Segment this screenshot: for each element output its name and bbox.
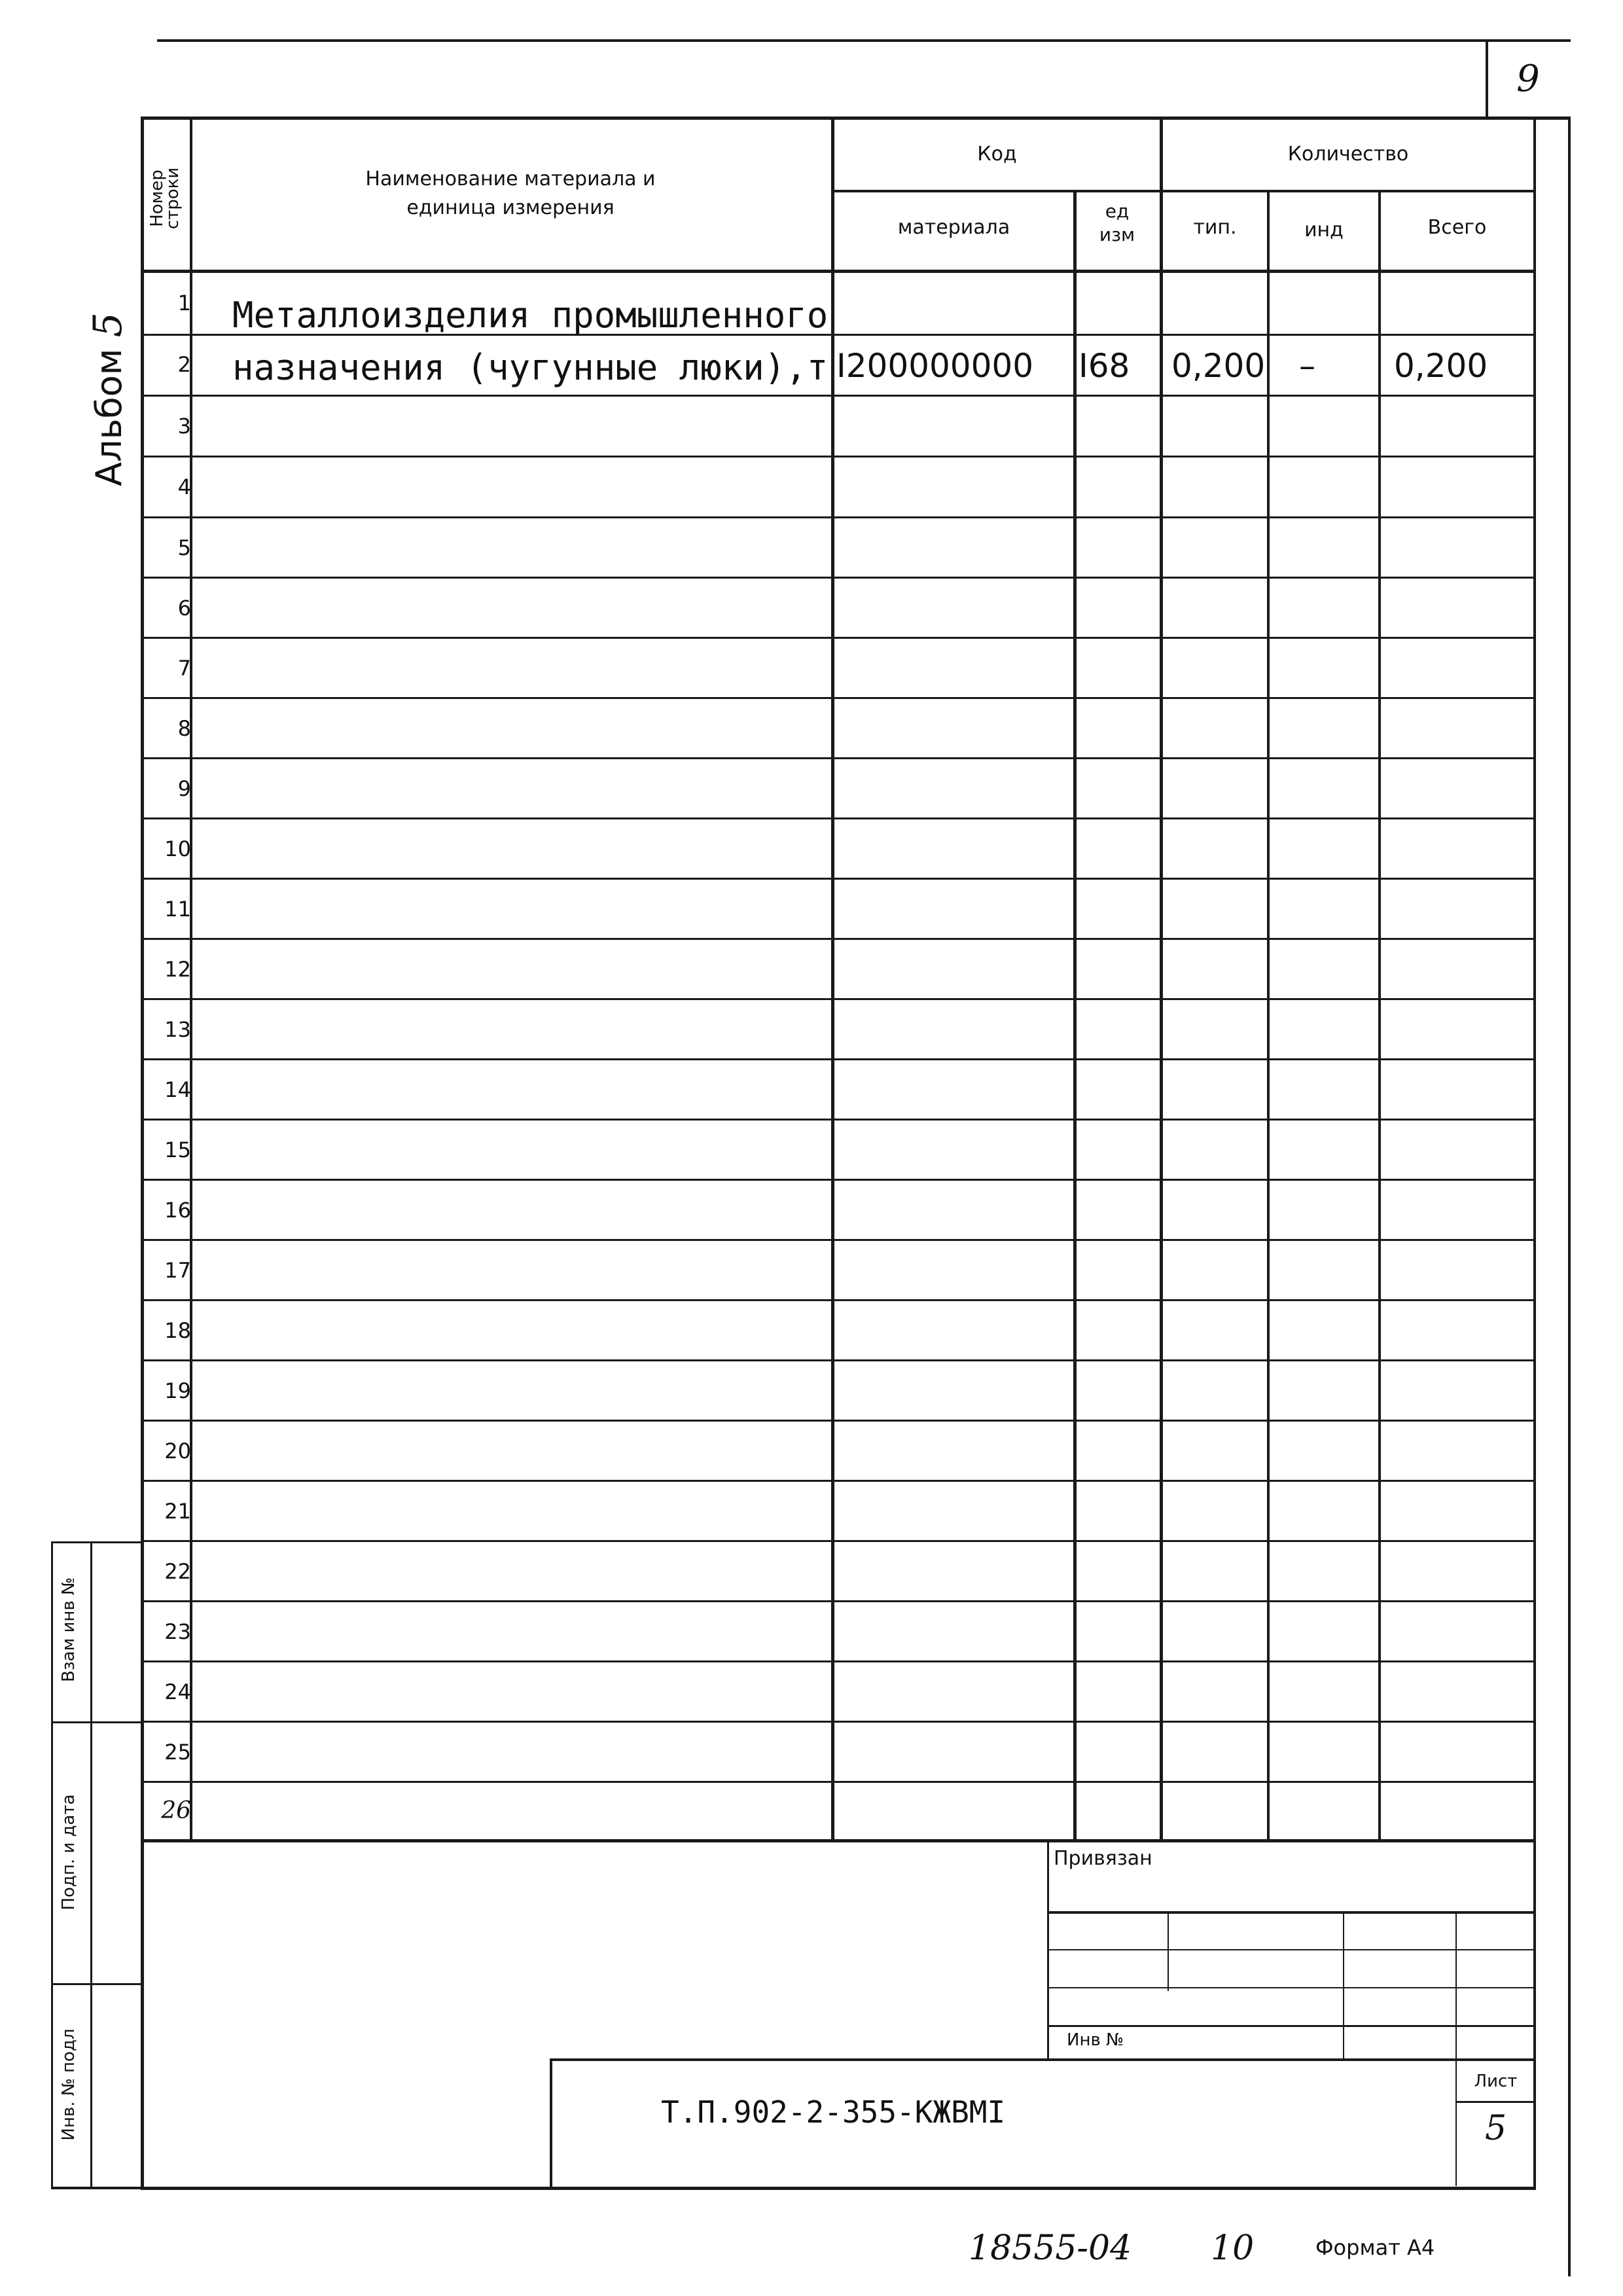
row-number: 16 xyxy=(164,1198,191,1223)
row-line xyxy=(141,1600,1536,1602)
side-sign-date: Подп. и дата xyxy=(59,1794,79,1910)
item-name-line-2: назначения (чугунные люки),т xyxy=(232,347,829,388)
side-original-inv: Инв. № подл xyxy=(59,2028,79,2141)
stamp-line xyxy=(1047,1949,1536,1950)
page-number-box-left xyxy=(1486,39,1488,118)
row-number: 8 xyxy=(177,716,191,741)
album-number: 5 xyxy=(85,312,131,338)
row-number: 11 xyxy=(164,897,191,922)
row-line xyxy=(141,1660,1536,1662)
table-column-line xyxy=(1160,117,1163,1839)
side-block-line xyxy=(51,1541,53,2189)
row-line xyxy=(141,817,1536,819)
row-number: 14 xyxy=(164,1077,191,1102)
frame-line xyxy=(141,2187,1536,2190)
row-number: 15 xyxy=(164,1138,191,1162)
stamp-line xyxy=(1343,1911,1344,2058)
stamp-bound-label: Привязан xyxy=(1054,1847,1152,1870)
row-number: 23 xyxy=(164,1619,191,1644)
row-line xyxy=(141,456,1536,457)
stamp-line xyxy=(1455,2101,1536,2103)
side-block-line xyxy=(51,1721,143,1723)
side-block-line xyxy=(51,2187,143,2189)
row-number: 7 xyxy=(177,656,191,681)
stamp-inv-no-label: Инв № xyxy=(1067,2030,1124,2050)
stamp-line xyxy=(550,2058,1536,2061)
row-line xyxy=(141,998,1536,1000)
row-number: 3 xyxy=(177,414,191,439)
row-line xyxy=(141,1420,1536,1422)
row-number: 1 xyxy=(177,291,191,315)
stamp-line xyxy=(1455,1911,1457,2186)
stamp-line xyxy=(1047,1911,1536,1914)
row-line xyxy=(141,577,1536,579)
row-line xyxy=(141,1179,1536,1181)
row-line xyxy=(141,1480,1536,1482)
table-column-line xyxy=(1073,190,1077,1839)
row-line xyxy=(141,1058,1536,1060)
stamp-sheet-number: 5 xyxy=(1484,2109,1507,2148)
frame-line xyxy=(141,117,144,2189)
row-line xyxy=(141,1239,1536,1241)
frame-line xyxy=(141,117,1571,120)
footer-format: Формат А4 xyxy=(1315,2235,1435,2260)
header-qty-typical: тип. xyxy=(1193,216,1237,239)
row-number: 20 xyxy=(164,1439,191,1463)
header-line xyxy=(831,190,1536,192)
item-typical-qty: 0,200 xyxy=(1171,347,1266,385)
row-number: 10 xyxy=(164,836,191,861)
table-column-line xyxy=(1378,190,1381,1839)
page-number: 9 xyxy=(1516,58,1540,100)
row-line xyxy=(141,1299,1536,1301)
item-individual-qty: – xyxy=(1299,347,1315,385)
row-line xyxy=(141,1839,1536,1842)
header-material-name: Наименование материала и единица измерения xyxy=(365,168,656,219)
header-code: Код xyxy=(977,143,1017,166)
item-unit-code: I68 xyxy=(1079,347,1130,385)
stamp-line xyxy=(1047,2025,1536,2027)
item-material-code: I200000000 xyxy=(836,347,1034,385)
row-number: 19 xyxy=(164,1378,191,1403)
item-total-qty: 0,200 xyxy=(1394,347,1488,385)
frame-line xyxy=(1533,117,1536,2189)
side-block-line xyxy=(90,1541,92,2189)
footer-archive-number: 18555-04 xyxy=(969,2229,1132,2268)
row-number: 13 xyxy=(164,1017,191,1042)
row-line xyxy=(141,516,1536,518)
stamp-line xyxy=(1047,1987,1536,1988)
row-line xyxy=(141,1540,1536,1542)
row-line xyxy=(141,697,1536,699)
album-label: Альбом 5 xyxy=(85,312,131,486)
header-code-unit: ед изм xyxy=(1099,200,1135,245)
row-line xyxy=(141,1359,1536,1361)
row-number: 6 xyxy=(177,596,191,620)
row-number: 5 xyxy=(177,535,191,560)
row-number: 9 xyxy=(177,776,191,801)
header-qty-individual: инд xyxy=(1304,219,1344,242)
stamp-line xyxy=(1168,1911,1169,1991)
row-line xyxy=(141,757,1536,759)
stamp-designation: Т.П.902-2-355-КЖВМI xyxy=(661,2094,1006,2130)
footer-page-count: 10 xyxy=(1211,2229,1255,2268)
header-row-number: Номер строки xyxy=(147,167,183,230)
item-name-line-1: Металлоизделия промышленного xyxy=(232,295,829,336)
row-number: 12 xyxy=(164,957,191,982)
row-number: 17 xyxy=(164,1258,191,1283)
table-column-line xyxy=(1267,190,1270,1839)
row-number: 25 xyxy=(164,1740,191,1765)
row-number: 21 xyxy=(164,1499,191,1524)
side-block-line xyxy=(51,1983,143,1985)
row-line xyxy=(141,1119,1536,1121)
row-line xyxy=(141,878,1536,880)
stamp-line xyxy=(550,2058,552,2189)
header-line xyxy=(141,270,1536,273)
row-line xyxy=(141,1781,1536,1783)
row-number: 2 xyxy=(177,352,191,377)
side-replace-inv: Взам инв № xyxy=(59,1577,79,1682)
row-line xyxy=(141,395,1536,397)
row-line xyxy=(141,938,1536,940)
row-number: 22 xyxy=(164,1559,191,1584)
row-number: 18 xyxy=(164,1318,191,1343)
top-border xyxy=(157,39,1571,42)
row-number: 4 xyxy=(177,475,191,499)
header-quantity: Количество xyxy=(1287,143,1409,166)
header-code-material: материала xyxy=(897,216,1010,239)
header-qty-total: Всего xyxy=(1427,216,1487,239)
stamp-sheet-label: Лист xyxy=(1474,2072,1518,2091)
row-line xyxy=(141,637,1536,639)
table-column-line xyxy=(831,117,834,1839)
row-number: 24 xyxy=(164,1679,191,1704)
frame-line xyxy=(1568,117,1571,2276)
row-line xyxy=(141,1721,1536,1723)
row-number: 26 xyxy=(161,1797,191,1824)
